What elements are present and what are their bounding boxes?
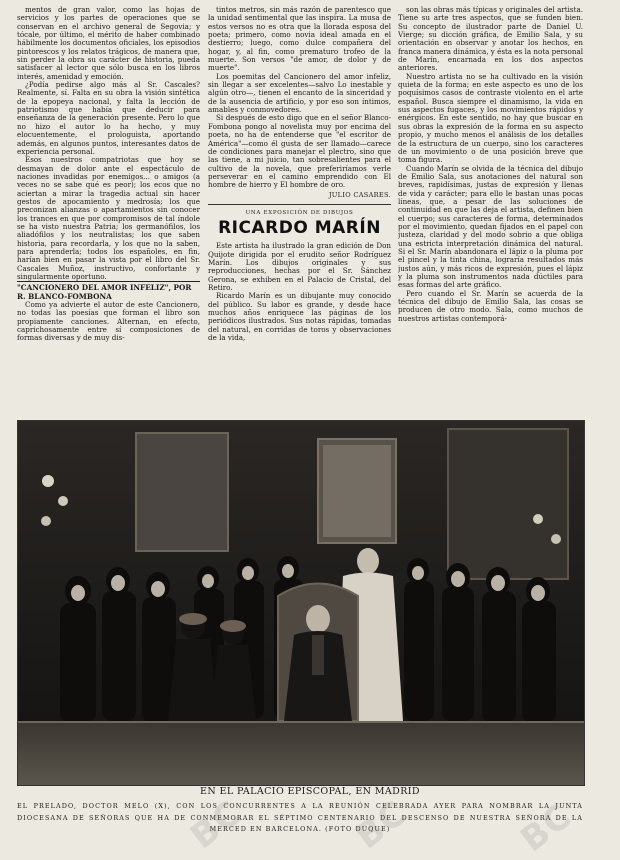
author-signature: JULIO CASARES. <box>328 190 391 199</box>
bishop-reception-photograph <box>17 420 585 786</box>
article-column-2 <box>208 6 391 414</box>
paragraph: Nuestro artista no se ha cultivado en la visión quieta de la forma; en este aspecto es uno de los poquísimos casos de contraste violento en el arte español. Busca siempre el dinamismo, la vida en sus aspectos fugaces, y los movimientos rápidos y enérgicos. En este sentido, no hay que buscar en sus obras la expresión de la forma en su aspecto propio, y mucho menos el análisis de los detalles de la estructura de un cuerpo, sino los caracteres de un movimiento o de una posición breve que toma figura. <box>398 71 583 165</box>
paragraph: Esos nuestros compatriotas que hoy se desmayan de dolor ante el espectáculo de naciones invadidas por enemigos... o amigos (a veces no se sabe qué es peor); los ecos que no aciertan a mirar la tragedia actual sin hacer gestos de apocamiento y medrosía; los que preconizan alianzas o apartamientos sin conocer los trances en que por compromisos de tal índole se ha visto nuestra Patria; los germanófilos, los aliadófilos y los neutralistas; los que saben historia, para recordarla, y los que no la saben, para aprenderla; todos los españoles, en fin, harían bien en pasar la vista por el libro del Sr. Cascales Muñoz, instructivo, confortante y singularmente oportuno. <box>17 155 200 281</box>
paragraph: Si después de esto digo que en el señor Blanco-Fombona pongo al novelista muy por encima del poeta, no ha de entenderse que "el escritor de América"—como él gusta de ser llamado—carece de condiciones para manejar el plectro, sino que las tiene, a mi juicio, tan sobresalientes para el cultivo de la novela, que preferiríamos verle perseverar en el camino emprendido con El hombre de hierro y El hombre de oro. <box>208 113 391 190</box>
paragraph: ¿Podía pedirse algo más al Sr. Cascales? Realmente, sí. Falta en su obra la visión sintética de la epopeya nacional, y falta la lección de patriotismo que había que deducir para enseñanza de la generación presente. Pero lo que no hizo el autor lo ha hecho, y muy elocuentemente, el prologuista, aportando además, en algunos puntos, interesantes datos de experiencia personal. <box>17 80 200 156</box>
paragraph: Cuando Marín se olvida de la técnica del dibujo de Emilio Sala, sus anotaciones del natural son breves, rapidísimas, justas de expresión y llenas de vida y carácter; para ello le bastan unas pocas líneas, que, a pesar de las soluciones de continuidad en que las deja el artista, definen bien el cuerpo; sus caracteres de forma, determinados por el movimiento, quedan fijados en el papel con justeza, claridad y del modo sobrio a que obliga una estricta interpretación dinámica del natural. Si el Sr. Marín abandonara el lápiz o la pluma por el pincel y la tinta china, lograría resultados más justos aún, y más ricos de expresión, pues el lápiz y la pluma son instrumentos nada dúctiles para esas formas del arte gráfico. <box>398 163 583 290</box>
section-kicker: UNA EXPOSICIÓN DE DIBUJOS <box>208 204 391 217</box>
paragraph: Pero cuando el Sr. Marín se acuerda de la técnica del dibujo de Emilio Sala, las cosas se producen de otro modo. Sala, como muchos de nuestros artistas contemporá- <box>398 288 583 323</box>
watermark: BC <box>513 795 580 860</box>
paragraph: son las obras más típicas y originales del artista. Tiene su arte tres aspectos, que se funden bien. Su concepto de ilustrador parte de Daniel U. Vierge; su dicción gráfica, de Emilio Sala, y su orientación en observar y anotar los hechos, en franca manera dinámica, y ésta es la nota personal de Marín, encarnada en los dos aspectos anteriores. <box>398 6 583 73</box>
paragraph: Como ya advierte el autor de este Cancionero, no todas las poesías que forman el libro son propiamente canciones. Alternan, en efecto, caprichosamente entre sí composiciones de formas diversas y de muy dis- <box>17 300 200 343</box>
watermark: BC <box>348 792 415 858</box>
article-column-3 <box>398 6 583 414</box>
group-photo-illustration <box>18 421 584 785</box>
article-column-1 <box>17 6 200 414</box>
paragraph: Ricardo Marín es un dibujante muy conocido del público. Su labor es grande, y desde hace muchos años enriquece las páginas de los periódicos ilustrados. Sus notas rápidas, tomadas del natural, en corridas de toros y observaciones de la vida, <box>208 291 391 343</box>
wall-painting <box>136 433 228 551</box>
review-heading-cancionero: "CANCIONERO DEL AMOR INFELIZ", POR R. BLANCO-FOMBONA <box>17 281 200 301</box>
paragraph: Los poemitas del Cancionero del amor infeliz, sin llegar a ser excelentes—salvo Lo inestable y algún otro—, tienen el encanto de la sinceridad y de la ausencia de artificio, y por eso son íntimos, amables y conmovedores. <box>208 71 391 115</box>
photo-caption-title: EN EL PALACIO EPISCOPAL, EN MADRID <box>200 786 420 797</box>
paragraph: tintos metros, sin más razón de parentesco que la unidad sentimental que las inspira. La musa de estos versos no es otra que la llorada esposa del poeta; primero, como novia ideal amada en el destierro; luego, como dulce compañera del hogar, y, al fin, como prematuro trofeo de la muerte. Son versos "de amor, de dolor y de muerte". <box>208 6 391 73</box>
photo-caption-body: EL PRELADO, DOCTOR MELO (X), CON LOS CONCURRENTES A LA REUNIÓN CELEBRADA AYER PARA NOMBRAR LA JUNTA DIOCESANA DE SEÑORAS QUE HA DE CONMEMORAR EL SÉPTIMO CENTENARIO DEL DESCENSO DE NUESTRA SEÑORA DE LA MERCED EN BARCELONA. (FOTO DUQUE) <box>17 802 583 833</box>
paragraph: Este artista ha ilustrado la gran edición de Don Quijote dirigida por el erudito señor Rodríguez Marín. Los dibujos originales y sus reproducciones, hechas por el Sr. Sánchez Gerona, se exhiben en el Palacio de Cristal, del Retiro. <box>208 241 391 292</box>
paragraph: mentos de gran valor, como las hojas de servicios y los partes de operaciones que se conservan en el archivo general de Segovia; y tócale, por último, el mérito de haber combinado hábilmente los documentos oficiales, los episodios pintorescos y los relatos trágicos, de manera que, sin perder la obra su carácter de historia, pueda satisfacer al lector que sólo busca en los libros interés, amenidad y emoción. <box>17 6 200 81</box>
section-title: RICARDO MARÍN <box>218 218 381 239</box>
watermark: BC <box>183 792 250 858</box>
